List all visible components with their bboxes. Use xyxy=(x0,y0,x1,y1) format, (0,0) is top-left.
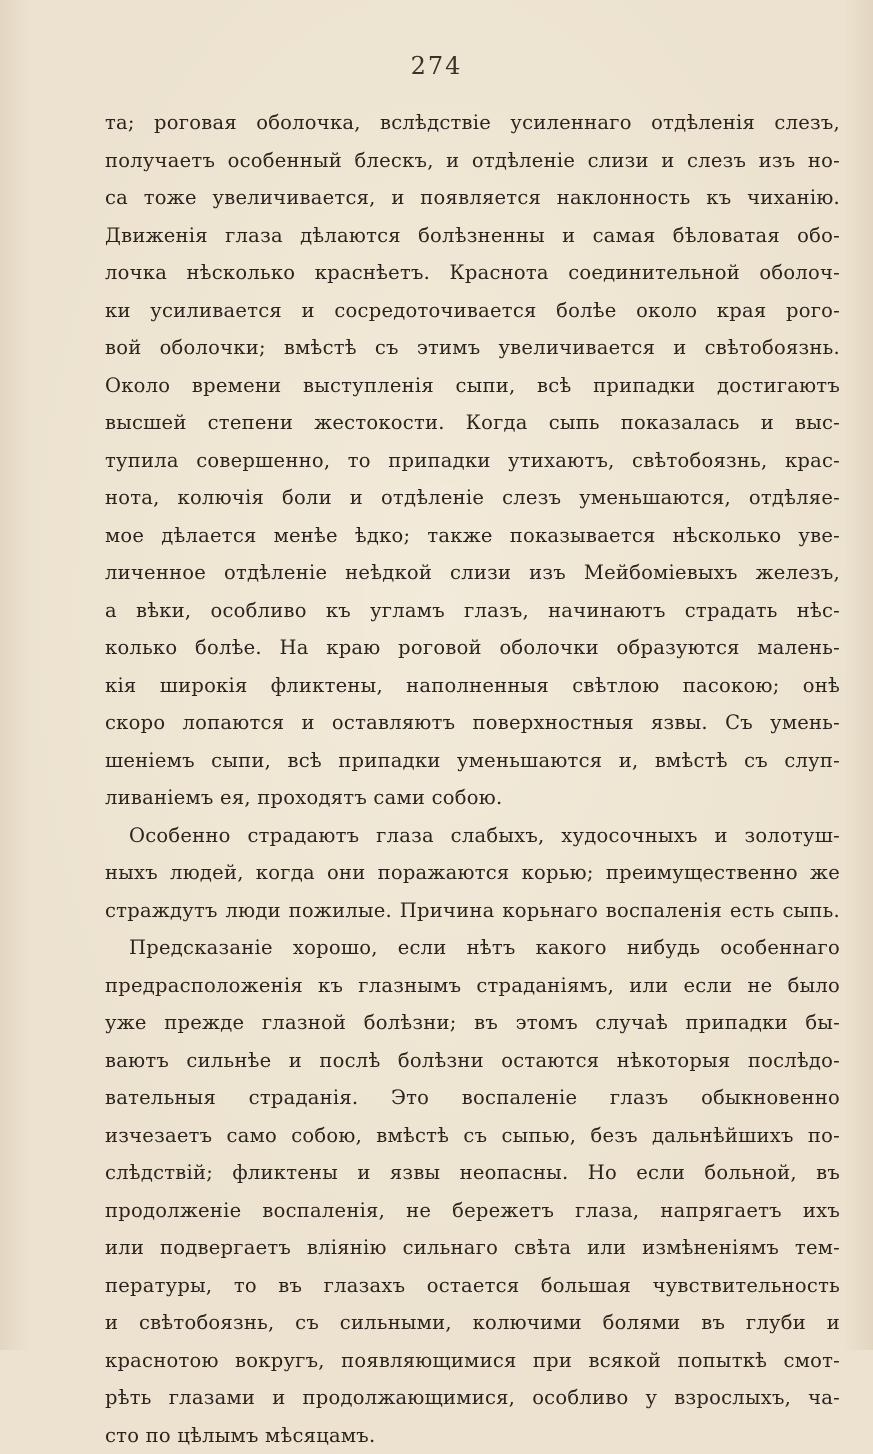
text-line: получаетъ особенный блескъ, и отдѣленіе слизи и слезъ изъ но- xyxy=(105,142,840,180)
text-line: лочка нѣсколько краснѣетъ. Краснота соединительной оболоч- xyxy=(105,254,840,292)
text-line: нота, колючія боли и отдѣленіе слезъ уменьшаются, отдѣляе- xyxy=(105,479,840,517)
text-line: Движенія глаза дѣлаются болѣзненны и самая бѣловатая обо- xyxy=(105,217,840,255)
text-line: или подвергаетъ вліянію сильнаго свѣта или измѣненіямъ тем- xyxy=(105,1229,840,1267)
text-line: уже прежде глазной болѣзни; въ этомъ случаѣ припадки бы- xyxy=(105,1004,840,1042)
paragraph-3 xyxy=(105,929,840,1454)
text-line: колько болѣе. На краю роговой оболочки образуются малень- xyxy=(105,629,840,667)
text-line: ныхъ людей, когда они поражаются корью; преимущественно же xyxy=(105,854,840,892)
text-line: продолженіе воспаленія, не бережетъ глаза, напрягаетъ ихъ xyxy=(105,1192,840,1230)
text-line: ки усиливается и сосредоточивается болѣе около края рого- xyxy=(105,292,840,330)
page-number: 274 xyxy=(0,52,873,80)
text-line: вой оболочки; вмѣстѣ съ этимъ увеличивается и свѣтобоязнь. xyxy=(105,329,840,367)
text-line: Предсказаніе хорошо, если нѣтъ какого нибудь особеннаго xyxy=(105,929,840,967)
text-line: ваютъ сильнѣе и послѣ болѣзни остаются нѣкоторыя послѣдо- xyxy=(105,1042,840,1080)
text-line: высшей степени жестокости. Когда сыпь показалась и выс- xyxy=(105,404,840,442)
text-line: мое дѣлается менѣе ѣдко; также показывается нѣсколько уве- xyxy=(105,517,840,555)
text-line: та; роговая оболочка, вслѣдствіе усиленнаго отдѣленія слезъ, xyxy=(105,104,840,142)
text-line: рѣть глазами и продолжающимися, особливо у взрослыхъ, ча- xyxy=(105,1379,840,1417)
text-line: сто по цѣлымъ мѣсяцамъ. xyxy=(105,1417,840,1454)
text-line: изчезаетъ само собою, вмѣстѣ съ сыпью, безъ дальнѣйшихъ по- xyxy=(105,1117,840,1155)
text-line: Особенно страдаютъ глаза слабыхъ, худосочныхъ и золотуш- xyxy=(105,817,840,855)
paragraph-2 xyxy=(105,817,840,930)
text-line: краснотою вокругъ, появляющимися при всякой попыткѣ смот- xyxy=(105,1342,840,1380)
body-text xyxy=(105,104,840,1454)
text-line: тупила совершенно, то припадки утихаютъ, свѣтобоязнь, крас- xyxy=(105,442,840,480)
text-line: скоро лопаются и оставляютъ поверхностныя язвы. Съ умень- xyxy=(105,704,840,742)
text-line: са тоже увеличивается, и появляется наклонность къ чиханію. xyxy=(105,179,840,217)
text-line: а вѣки, особливо къ угламъ глазъ, начинаютъ страдать нѣс- xyxy=(105,592,840,630)
text-line: страждутъ люди пожилые. Причина корьнаго воспаленія есть сыпь. xyxy=(105,892,840,930)
paragraph-1 xyxy=(105,104,840,817)
text-line: Около времени выступленія сыпи, всѣ припадки достигаютъ xyxy=(105,367,840,405)
text-line: пературы, то въ глазахъ остается большая чувствительность xyxy=(105,1267,840,1305)
text-line: ливаніемъ ея, проходятъ сами собою. xyxy=(105,779,840,817)
text-line: предрасположенія къ глазнымъ страданіямъ, или если не было xyxy=(105,967,840,1005)
text-line: и свѣтобоязнь, съ сильными, колючими болями въ глуби и xyxy=(105,1304,840,1342)
text-line: слѣдствій; фликтены и язвы неопасны. Но если больной, въ xyxy=(105,1154,840,1192)
text-line: кія широкія фликтены, наполненныя свѣтлою пасокою; онѣ xyxy=(105,667,840,705)
text-line: шеніемъ сыпи, всѣ припадки уменьшаются и, вмѣстѣ съ слуп- xyxy=(105,742,840,780)
text-line: личенное отдѣленіе неѣдкой слизи изъ Мейбоміевыхъ железъ, xyxy=(105,554,840,592)
text-line: вательныя страданія. Это воспаленіе глазъ обыкновенно xyxy=(105,1079,840,1117)
